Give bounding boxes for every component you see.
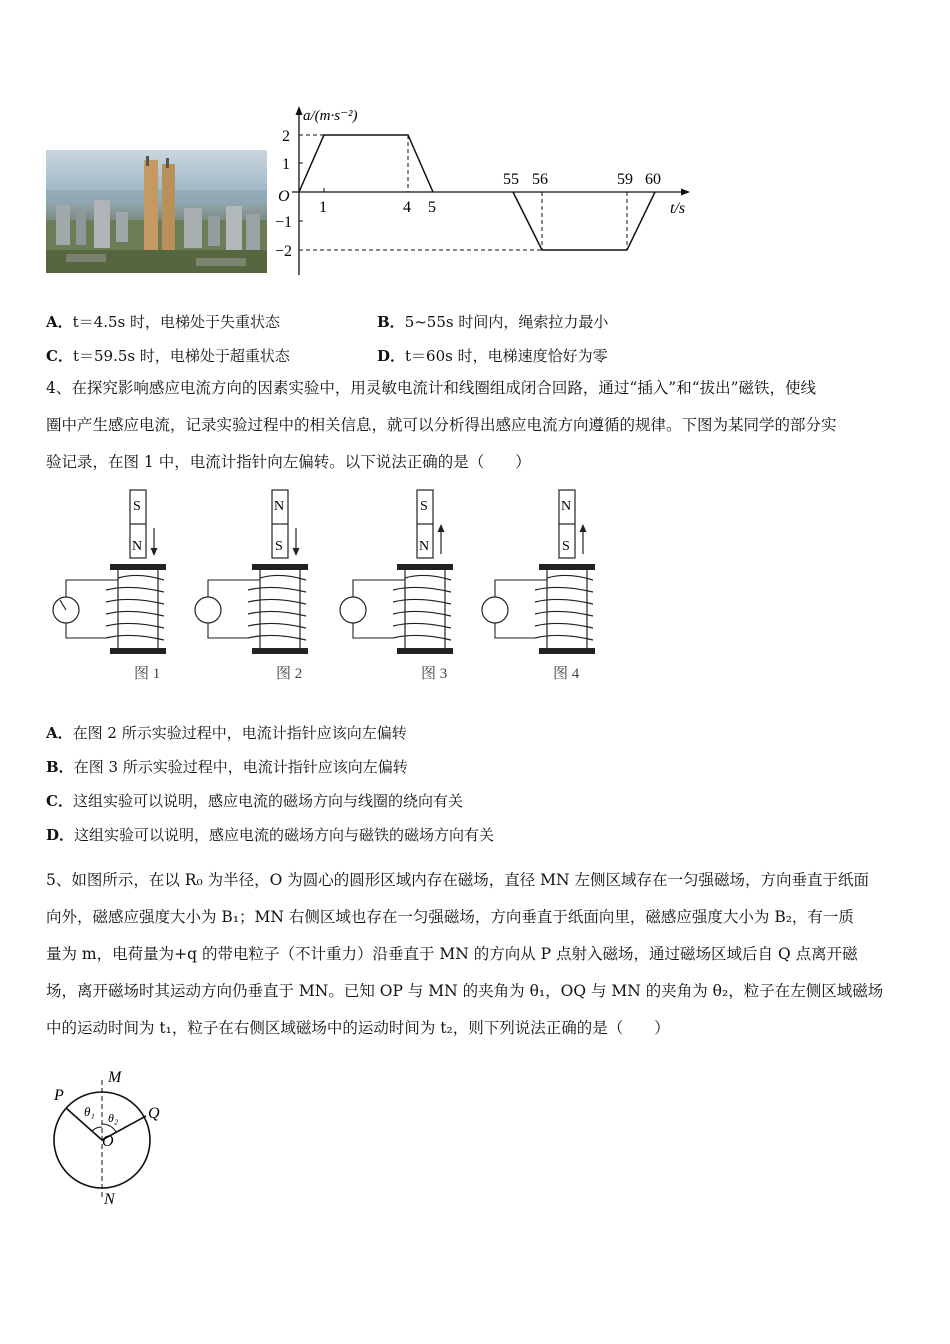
- figure-caption: 图 3: [421, 666, 448, 682]
- option-letter: A．: [46, 724, 73, 742]
- label-theta1: θ₁: [84, 1104, 95, 1119]
- q5-stem-line-4: 场，离开磁场时其运动方向仍垂直于 MN。已知 OP 与 MN 的夹角为 θ₁，OQ 与 MN 的夹角为 θ₂，粒子在左侧区域磁场: [46, 982, 884, 1000]
- option-text: t＝4.5s 时，电梯处于失重状态: [72, 313, 280, 331]
- label-q: Q: [148, 1105, 160, 1122]
- y-tick-neg2: −2: [275, 243, 293, 260]
- option-text: t＝60s 时，电梯速度恰好为零: [405, 347, 608, 365]
- option-letter: B．: [377, 313, 405, 331]
- x-tick-4: 4: [403, 199, 411, 216]
- option-text: t＝59.5s 时，电梯处于超重状态: [72, 347, 290, 365]
- y-tick-neg1: −1: [275, 214, 293, 231]
- q4-stem-line-1: 4、在探究影响感应电流方向的因素实验中，用灵敏电流计和线圈组成闭合回路，通过“插入”和“拔出”磁铁，使线: [46, 379, 817, 397]
- q4-stem-line-3: 验记录，在图 1 中，电流计指针向左偏转。以下说法正确的是（ ）: [46, 453, 531, 471]
- x-tick-59: 59: [617, 171, 633, 188]
- option-text: 在图 3 所示实验过程中，电流计指针应该向左偏转: [73, 758, 408, 776]
- option-text: 在图 2 所示实验过程中，电流计指针应该向左偏转: [72, 724, 407, 742]
- figure-caption: 图 1: [134, 666, 161, 682]
- option-letter: C．: [46, 347, 73, 365]
- figure-1: [53, 490, 166, 682]
- label-o: O: [102, 1133, 114, 1150]
- origin-label: O: [278, 188, 290, 205]
- option-text: 这组实验可以说明，感应电流的磁场方向与磁铁的磁场方向有关: [74, 826, 495, 844]
- magnet-bottom-pole: S: [275, 539, 283, 554]
- q3-option-d[interactable]: [377, 345, 608, 366]
- q4-option-d[interactable]: [46, 824, 494, 845]
- q4-stem-line-2: 圈中产生感应电流，记录实验过程中的相关信息，就可以分析得出感应电流方向遵循的规律。下图为某同学的部分实: [46, 416, 837, 434]
- q5-stem-line-5: 中的运动时间为 t₁，粒子在右侧区域磁场中的运动时间为 t₂，则下列说法正确的是（ ）: [46, 1019, 670, 1037]
- magnet-top-pole: N: [274, 499, 285, 514]
- option-letter: D．: [46, 826, 75, 844]
- figure-4: [482, 490, 595, 682]
- x-tick-60: 60: [645, 171, 661, 188]
- option-letter: A．: [46, 313, 73, 331]
- angle-arc-theta2: [102, 1124, 116, 1132]
- q4-option-a[interactable]: [46, 722, 407, 743]
- label-p: P: [54, 1087, 64, 1104]
- option-letter: D．: [377, 347, 406, 365]
- figure-3: [340, 490, 453, 682]
- q3-option-b[interactable]: [377, 311, 608, 332]
- label-n: N: [104, 1191, 115, 1208]
- q4-figures: [40, 488, 600, 688]
- figure-2: [195, 490, 308, 682]
- q5-stem-line-2: 向外，磁感应强度大小为 B₁；MN 右侧区域也存在一匀强磁场，方向垂直于纸面向里，磁感应强度大小为 B₂，有一质: [46, 908, 854, 926]
- x-tick-56: 56: [532, 171, 548, 188]
- magnet-top-pole: N: [561, 499, 572, 514]
- q5-circle-figure: [40, 1060, 190, 1210]
- figure-caption: 图 4: [553, 666, 580, 682]
- label-theta2: θ₂: [108, 1111, 119, 1125]
- magnet-bottom-pole: N: [132, 539, 143, 554]
- city-skyline-image: [46, 150, 267, 273]
- x-axis-arrow: [681, 189, 690, 196]
- magnet-bottom-pole: N: [419, 539, 430, 554]
- figure-caption: 图 2: [276, 666, 303, 682]
- option-text: 这组实验可以说明，感应电流的磁场方向与线圈的绕向有关: [72, 792, 463, 810]
- q3-option-c[interactable]: [46, 345, 290, 366]
- x-tick-5: 5: [428, 199, 436, 216]
- option-letter: C．: [46, 792, 73, 810]
- magnet-top-pole: S: [420, 499, 428, 514]
- x-tick-1: 1: [319, 199, 327, 216]
- building-photo: [46, 150, 267, 273]
- q5-stem-line-3: 量为 m，电荷量为+q 的带电粒子（不计重力）沿垂直于 MN 的方向从 P 点射入磁场，通过磁场区域后自 Q 点离开磁: [46, 945, 858, 963]
- q4-option-c[interactable]: [46, 790, 463, 811]
- y-tick-1: 1: [282, 156, 290, 173]
- y-tick-2: 2: [282, 128, 290, 145]
- acceleration-curve: [299, 135, 433, 192]
- acceleration-time-graph: [270, 100, 700, 280]
- option-letter: B．: [46, 758, 74, 776]
- q4-option-b[interactable]: [46, 756, 408, 777]
- label-m: M: [108, 1069, 122, 1086]
- x-axis-label: t/s: [670, 200, 686, 217]
- magnet-top-pole: S: [133, 499, 141, 514]
- acceleration-curve-2: [513, 192, 655, 250]
- option-text: 5~55s 时间内，绳索拉力最小: [404, 313, 609, 331]
- x-tick-55: 55: [503, 171, 519, 188]
- magnet-bottom-pole: S: [562, 539, 570, 554]
- angle-arc-theta1: [92, 1127, 102, 1131]
- q5-stem-line-1: 5、如图所示，在以 R₀ 为半径，O 为圆心的圆形区域内存在磁场，直径 MN 左侧区域存在一匀强磁场，方向垂直于纸面: [46, 871, 870, 889]
- y-axis-arrow: [296, 106, 303, 115]
- y-axis-label: a/(m·s⁻²): [303, 108, 358, 124]
- q3-option-a[interactable]: [46, 311, 280, 332]
